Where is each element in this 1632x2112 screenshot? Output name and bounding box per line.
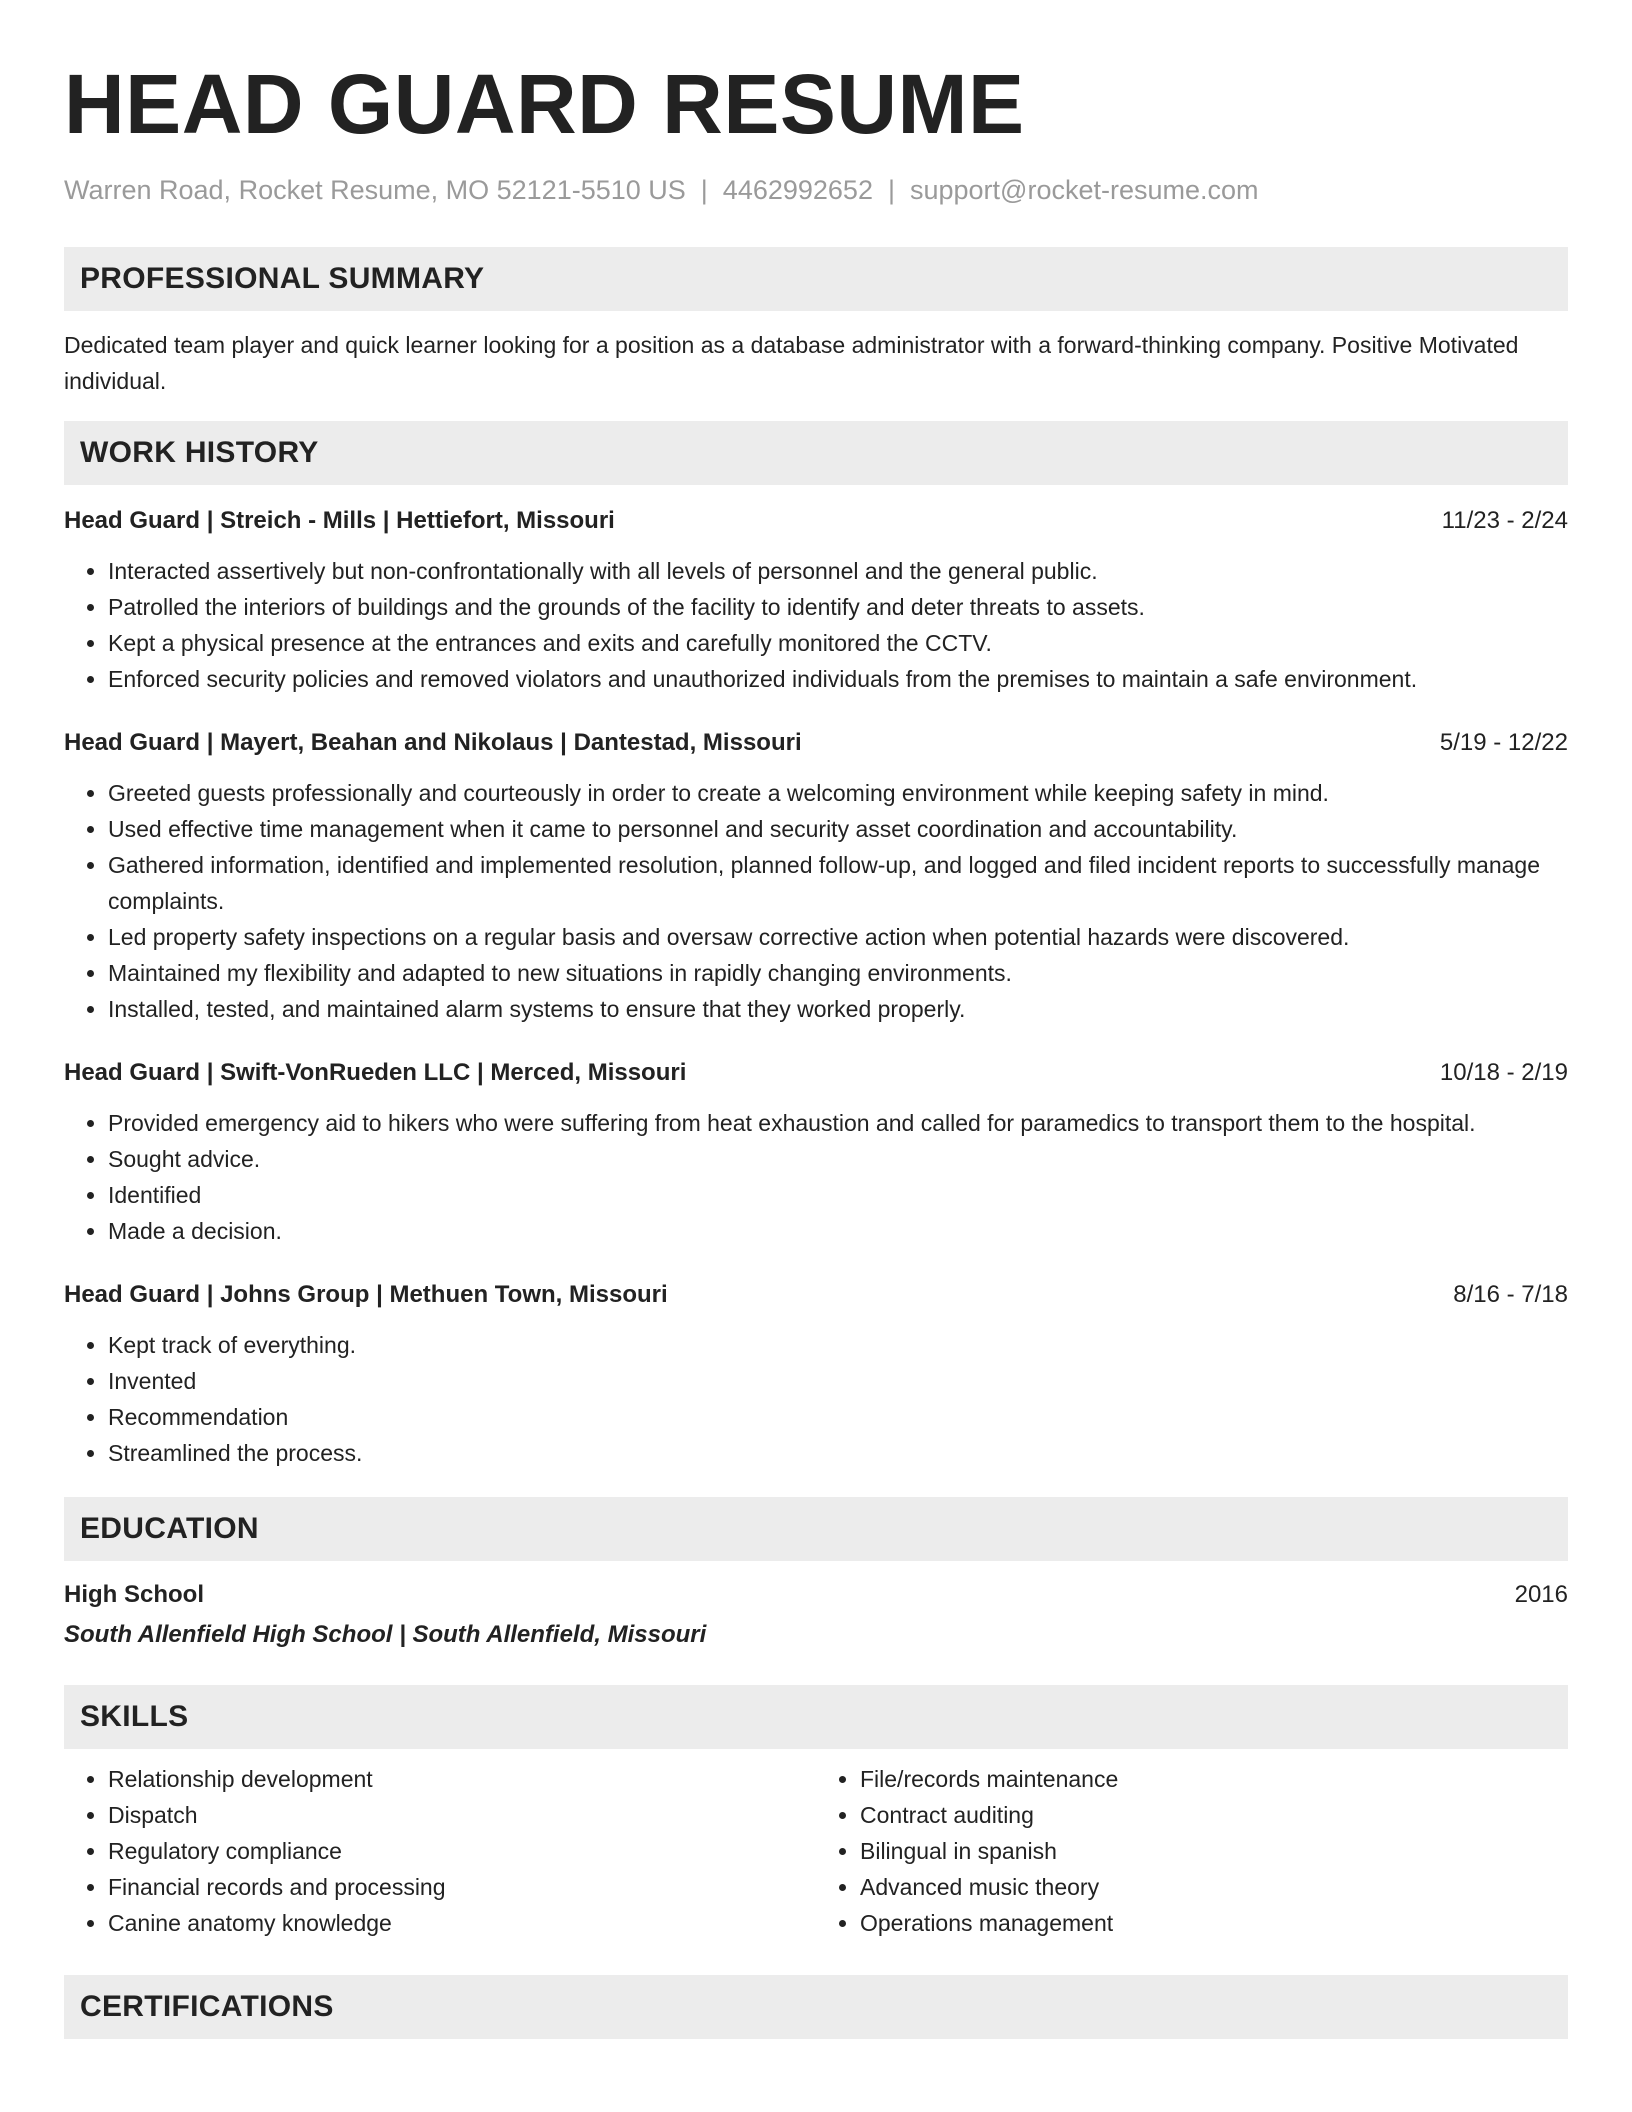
- list-item: • Streamlined the process.: [108, 1435, 1568, 1471]
- section-heading-education: EDUCATION: [64, 1497, 1568, 1561]
- skill-item: • Dispatch: [108, 1797, 816, 1833]
- skill-item: • Regulatory compliance: [108, 1833, 816, 1869]
- list-item: • Made a decision.: [108, 1213, 1568, 1249]
- job-entry: [64, 503, 1568, 697]
- list-item: • Gathered information, identified and implemented resolution, planned follow-up, and logged and filed incident reports to successfully manage complaints.: [108, 847, 1568, 919]
- list-item: • Enforced security policies and removed violators and unauthorized individuals from the premises to maintain a safe environment.: [108, 661, 1568, 697]
- job-dates: 10/18 - 2/19: [1439, 1059, 1568, 1086]
- list-item: • Installed, tested, and maintained alarm systems to ensure that they worked properly.: [108, 991, 1568, 1027]
- education-year: 2016: [1514, 1581, 1568, 1608]
- job-dates: 8/16 - 7/18: [1453, 1281, 1568, 1308]
- job-title: Head Guard | Mayert, Beahan and Nikolaus | Dantestad, Missouri: [64, 729, 802, 756]
- job-dates: 11/23 - 2/24: [1441, 507, 1568, 534]
- list-item: • Greeted guests professionally and courteously in order to create a welcoming environment while keeping safety in mind.: [108, 775, 1568, 811]
- skill-item: • Operations management: [860, 1905, 1568, 1941]
- list-item: • Kept track of everything.: [108, 1327, 1568, 1363]
- job-entry: [64, 725, 1568, 1027]
- section-heading-certifications: CERTIFICATIONS: [64, 1975, 1568, 2039]
- section-heading-summary: PROFESSIONAL SUMMARY: [64, 247, 1568, 311]
- skill-item: • Relationship development: [108, 1761, 816, 1797]
- list-item: • Patrolled the interiors of buildings and the grounds of the facility to identify and deter threats to assets.: [108, 589, 1568, 625]
- education-row: [64, 1577, 1568, 1613]
- contact-email: support@rocket-resume.com: [909, 175, 1259, 205]
- list-item: • Invented: [108, 1363, 1568, 1399]
- skill-item: • Advanced music theory: [860, 1869, 1568, 1905]
- job-header: [64, 1277, 1568, 1313]
- contact-separator: |: [700, 175, 708, 205]
- skill-item: • Bilingual in spanish: [860, 1833, 1568, 1869]
- skill-item: • File/records maintenance: [860, 1761, 1568, 1797]
- list-item: • Maintained my flexibility and adapted to new situations in rapidly changing environments.: [108, 955, 1568, 991]
- section-heading-skills: SKILLS: [64, 1685, 1568, 1749]
- job-header: [64, 1055, 1568, 1091]
- section-heading-work: WORK HISTORY: [64, 421, 1568, 485]
- job-header: [64, 725, 1568, 761]
- job-bullets: [64, 1105, 1568, 1249]
- skills-list: [64, 1761, 1568, 1941]
- list-item: • Used effective time management when it came to personnel and security asset coordination and accountability.: [108, 811, 1568, 847]
- job-entry: [64, 1277, 1568, 1471]
- education-degree: High School: [64, 1581, 204, 1608]
- list-item: • Identified: [108, 1177, 1568, 1213]
- resume-title: HEAD GUARD RESUME: [64, 57, 1025, 151]
- skills-column-left: [64, 1761, 816, 1941]
- job-title: Head Guard | Johns Group | Methuen Town, Missouri: [64, 1281, 668, 1308]
- skills-column-right: [816, 1761, 1568, 1941]
- summary-text: Dedicated team player and quick learner looking for a position as a database administrator with a forward-thinking company. Positive Motivated individual.: [64, 332, 1519, 394]
- job-title: Head Guard | Streich - Mills | Hettiefort, Missouri: [64, 507, 615, 534]
- list-item: • Led property safety inspections on a regular basis and oversaw corrective action when potential hazards were discovered.: [108, 919, 1568, 955]
- list-item: • Interacted assertively but non-confrontationally with all levels of personnel and the general public.: [108, 553, 1568, 589]
- list-item: • Sought advice.: [108, 1141, 1568, 1177]
- job-dates: 5/19 - 12/22: [1439, 729, 1568, 756]
- job-entry: [64, 1055, 1568, 1249]
- skill-item: • Financial records and processing: [108, 1869, 816, 1905]
- list-item: • Kept a physical presence at the entrances and exits and carefully monitored the CCTV.: [108, 625, 1568, 661]
- job-bullets: [64, 1327, 1568, 1471]
- skill-item: • Contract auditing: [860, 1797, 1568, 1833]
- contact-separator: |: [887, 175, 895, 205]
- contact-line: [64, 172, 1568, 208]
- contact-address: Warren Road, Rocket Resume, MO 52121-5510 US: [64, 175, 686, 205]
- job-bullets: [64, 553, 1568, 697]
- contact-phone: 4462992652: [722, 175, 873, 205]
- job-bullets: [64, 775, 1568, 1027]
- list-item: • Recommendation: [108, 1399, 1568, 1435]
- education-school: South Allenfield High School | South Allenfield, Missouri: [64, 1621, 707, 1648]
- job-title: Head Guard | Swift-VonRueden LLC | Merced, Missouri: [64, 1059, 687, 1086]
- list-item: • Provided emergency aid to hikers who were suffering from heat exhaustion and called for paramedics to transport them to the hospital.: [108, 1105, 1568, 1141]
- job-header: [64, 503, 1568, 539]
- skill-item: • Canine anatomy knowledge: [108, 1905, 816, 1941]
